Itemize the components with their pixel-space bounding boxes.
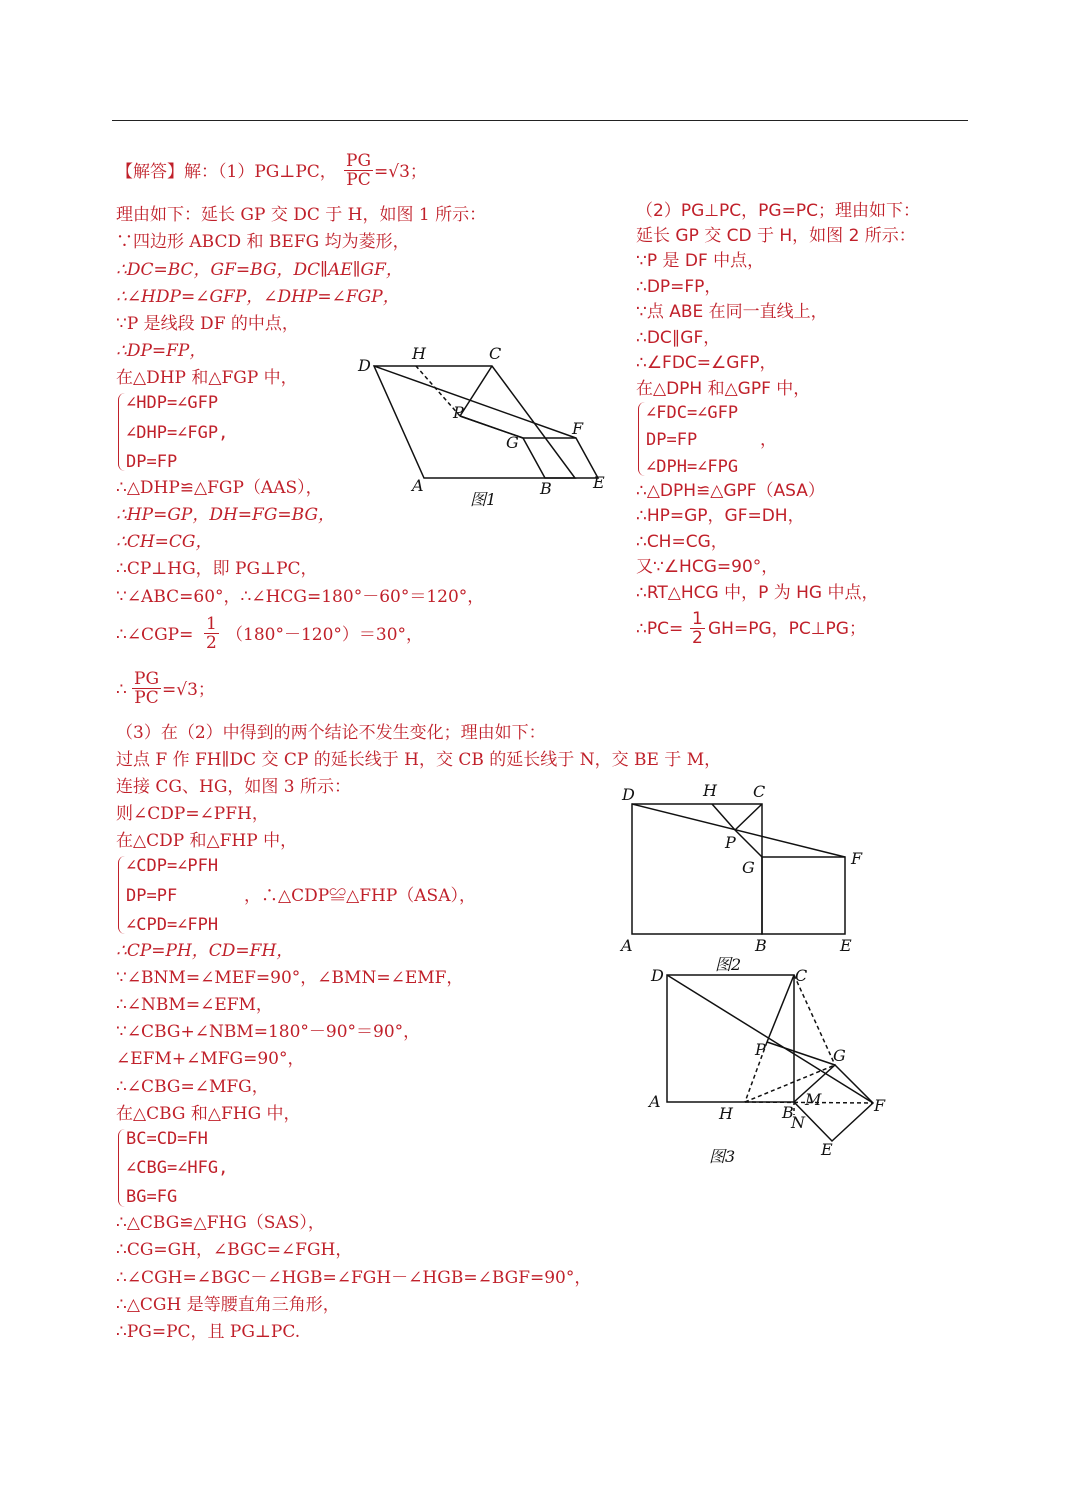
line-13: ∵∠ABC=60°，∴∠HCG=180°－60°＝120°， (116, 587, 485, 607)
r-line-03: ∵P 是 DF 中点， (636, 251, 765, 271)
r-line-01: （2）PG⊥PC，PG=PC；理由如下： (636, 201, 920, 221)
system3-row3: ∠CPD=∠FPH (126, 915, 219, 935)
fig2-label-A: A (621, 936, 633, 955)
fig3-label-A: A (649, 1092, 661, 1111)
line-26: ∴∠CBG=∠MFG， (116, 1077, 269, 1097)
line-10: ∴HP=GP，DH=FG=BG， (116, 505, 336, 525)
fig2-label-F: F (851, 849, 863, 868)
r-line-04: ∴DP=FP， (636, 277, 722, 297)
r-line-05: ∵点 ABE 在同一直线上， (636, 302, 828, 322)
frac-num: PG (346, 151, 372, 171)
fig2-label-H: H (703, 781, 717, 800)
answer-line-1: 【解答】解：（1）PG⊥PC， (116, 162, 337, 182)
line-29: ∴CG=GH，∠BGC=∠FGH， (116, 1240, 353, 1260)
fig1-label-H: H (412, 344, 426, 363)
line-21: ∴CP=PH，CD=FH， (116, 941, 294, 961)
frac-num: PG (134, 669, 160, 689)
brace-system-2 (638, 402, 645, 476)
fig3-caption: 图3 (709, 1147, 736, 1166)
r-line-14-head: ∴PC= (636, 619, 684, 639)
segment-df (374, 366, 576, 438)
line-07: ∴DP=FP， (116, 341, 207, 361)
fig2-label-C: C (753, 782, 766, 801)
square-befg (762, 857, 845, 934)
line-06: ∵P 是线段 DF 的中点， (116, 314, 299, 334)
fig1-label-F: F (572, 419, 584, 438)
line-11: ∴CH=CG， (116, 532, 213, 552)
top-rule (112, 120, 968, 121)
fig3-label-F: F (874, 1096, 886, 1115)
r-line-10: ∴HP=GP，GF=DH， (636, 506, 805, 526)
brace-system-1 (118, 393, 125, 471)
r-line-09: ∴△DPH≌△GPF（ASA） (636, 481, 825, 501)
fig1-label-D: D (358, 356, 371, 375)
line-28: ∴△CBG≌△FHG（SAS）， (116, 1213, 325, 1233)
line-08: 在△DHP 和△FGP 中， (116, 368, 298, 388)
line-15-head: ∴ (116, 680, 127, 700)
system3-row1: ∠CDP=∠PFH (126, 856, 219, 876)
segment-df (667, 975, 873, 1103)
fig2-label-P: P (725, 833, 736, 852)
system1-row3: DP=FP (126, 452, 178, 472)
system1-row1: ∠HDP=∠GFP (126, 393, 219, 413)
frac-den: PC (134, 688, 159, 708)
system1-row2: ∠DHP=∠FGP, (126, 423, 229, 443)
fig3-label-P: P (755, 1040, 766, 1059)
segment-cp (767, 975, 794, 1042)
fig1-label-G: G (506, 433, 519, 452)
line-12: ∴CP⊥HG，即 PG⊥PC， (116, 559, 318, 579)
system3-row2: DP=PF (126, 886, 178, 906)
line-25: ∠EFM+∠MFG=90°， (116, 1049, 305, 1069)
system2-row2: DP=FP (646, 430, 698, 450)
system4-row3: BG=FG (126, 1187, 178, 1207)
line-22: ∵∠BNM=∠MEF=90°，∠BMN=∠EMF， (116, 968, 464, 988)
line-19: 则∠CDP=∠PFH， (116, 804, 269, 824)
system4-row1: BC=CD=FH (126, 1129, 208, 1149)
brace-system-4 (118, 1129, 125, 1207)
line-05: ∴∠HDP=∠GFP，∠DHP=∠FGP， (116, 287, 400, 307)
fig2-caption: 图2 (715, 955, 742, 974)
fig3-label-G: G (833, 1046, 846, 1065)
segment-pc (460, 366, 492, 416)
figure-2 (615, 778, 875, 978)
fig1-label-P: P (453, 403, 464, 422)
fig2-label-B: B (755, 936, 767, 955)
line-02: 理由如下：延长 GP 交 DC 于 H，如图 1 所示： (116, 205, 487, 225)
fig1-label-A: A (412, 476, 424, 495)
fraction-pg-pc-2 (132, 670, 161, 707)
rhombus-abcd (374, 366, 575, 478)
line-24: ∵∠CBG+∠NBM=180°－90°＝90°， (116, 1022, 421, 1042)
figure-1 (350, 338, 610, 518)
r-line-11: ∴CH=CG， (636, 532, 728, 552)
r-line-08: 在△DPH 和△GPF 中， (636, 379, 811, 399)
line-23: ∴∠NBM=∠EFM， (116, 995, 273, 1015)
frac-num: 1 (206, 614, 217, 634)
fig3-label-E: E (821, 1140, 833, 1159)
frac-den: PC (346, 170, 371, 190)
figure-3 (645, 965, 895, 1175)
fig3-label-B: B (782, 1103, 794, 1122)
line-09: ∴△DHP≌△FGP（AAS）， (116, 478, 323, 498)
segment-cg-dashed (794, 975, 835, 1065)
fig1-caption: 图1 (470, 490, 497, 509)
fig3-label-N: N (791, 1113, 805, 1132)
line-18: 连接 CG、HG，如图 3 所示： (116, 777, 352, 797)
line-03: ∵四边形 ABCD 和 BEFG 均为菱形， (116, 232, 410, 252)
system2-row3: ∠DPH=∠FPG (646, 457, 739, 477)
system2-row1: ∠FDC=∠GFP (646, 403, 739, 423)
fig3-label-C: C (795, 966, 808, 985)
answer-line-1-tail: =√3； (374, 162, 427, 182)
line-15-tail: =√3； (162, 680, 215, 700)
r-line-06: ∴DC∥GF， (636, 328, 721, 348)
line-17: 过点 F 作 FH∥DC 交 CP 的延长线于 H，交 CB 的延长线于 N，交 BE 于 M， (116, 750, 722, 770)
square-abcd (667, 975, 794, 1102)
segment-df (632, 804, 845, 857)
frac-den: 2 (692, 628, 703, 648)
fig2-label-E: E (840, 936, 852, 955)
segment-pc (735, 804, 762, 830)
line-04: ∴DC=BC，GF=BG，DC∥AE∥GF， (116, 260, 403, 280)
fraction-pg-pc (344, 152, 373, 189)
fig3-label-H: H (719, 1104, 733, 1123)
segment-gp (735, 830, 762, 857)
r-line-14-tail: GH=PG，PC⊥PG； (708, 619, 866, 639)
frac-num: 1 (692, 609, 703, 629)
line-16: （3）在（2）中得到的两个结论不发生变化；理由如下： (116, 723, 546, 743)
line-14-head: ∴∠CGP= (116, 625, 194, 645)
r-line-02: 延长 GP 交 CD 于 H，如图 2 所示： (636, 226, 916, 246)
fraction-half-2 (690, 610, 705, 647)
fig1-label-B: B (540, 479, 552, 498)
r-line-07: ∴∠FDC=∠GFP， (636, 353, 777, 373)
line-27: 在△CBG 和△FHG 中， (116, 1104, 301, 1124)
line-31: ∴△CGH 是等腰直角三角形， (116, 1295, 340, 1315)
frac-den: 2 (206, 633, 217, 653)
fraction-half-1 (204, 615, 219, 652)
fig1-label-E: E (593, 473, 605, 492)
system2-tail: ， (760, 430, 777, 450)
r-line-12: 又∵∠HCG=90°， (636, 557, 779, 577)
line-14-tail: （180°－120°）＝30°， (226, 625, 424, 645)
line-30: ∴∠CGH=∠BGC－∠HGB=∠FGH－∠HGB=∠BGF=90°， (116, 1268, 592, 1288)
brace-system-3 (118, 856, 125, 934)
line-20: 在△CDP 和△FHP 中， (116, 831, 298, 851)
r-line-13: ∴RT△HCG 中，P 为 HG 中点， (636, 583, 879, 603)
line-32: ∴PG=PC，且 PG⊥PC. (116, 1322, 301, 1342)
fig3-label-M: M (805, 1090, 822, 1109)
fig2-label-G: G (742, 858, 755, 877)
fig3-label-D: D (651, 966, 664, 985)
fig1-label-C: C (489, 344, 502, 363)
system4-row2: ∠CBG=∠HFG, (126, 1158, 229, 1178)
fig2-label-D: D (622, 785, 635, 804)
system3-conclusion: ，∴△CDP≌△FHP（ASA）， (244, 886, 476, 906)
